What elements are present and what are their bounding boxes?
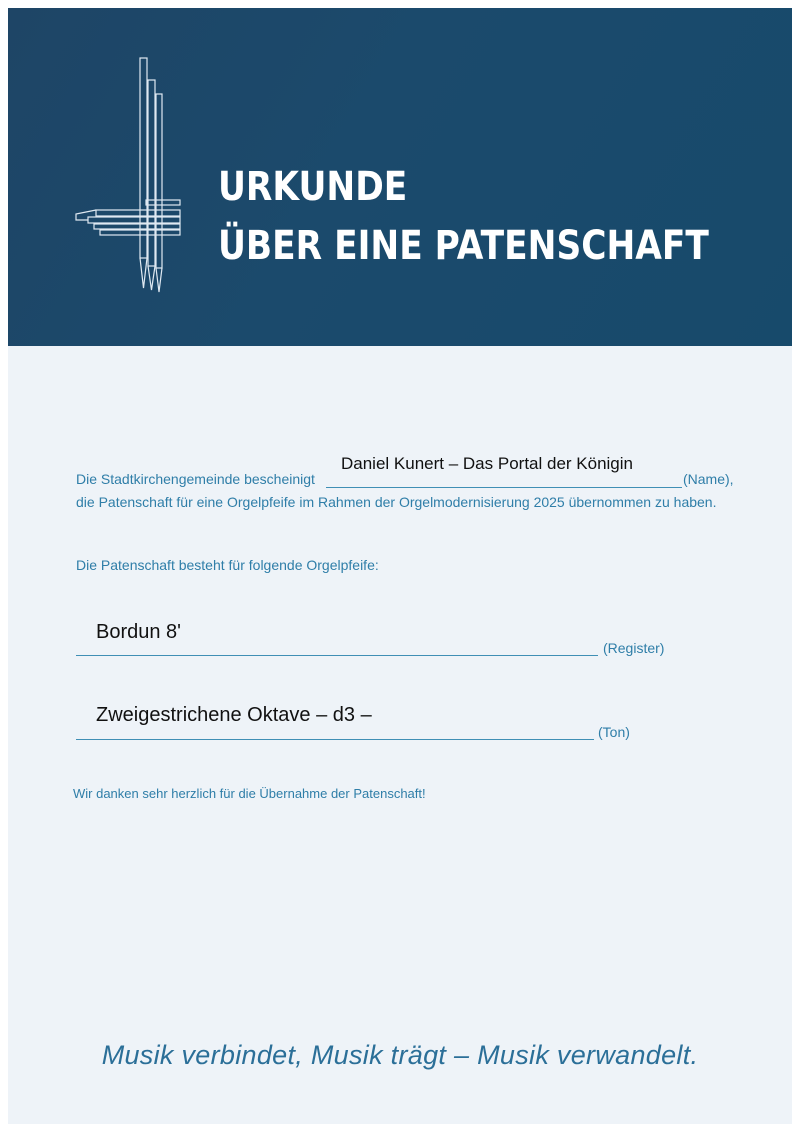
name-suffix-label: (Name), xyxy=(683,471,734,487)
tone-value: Zweigestrichene Oktave – d3 – xyxy=(96,704,372,726)
intro-text: Die Stadtkirchengemeinde bescheinigt xyxy=(76,471,315,487)
organ-pipes-icon xyxy=(66,50,186,300)
intro-line-2: die Patenschaft für eine Orgelpfeife im Rahmen der Orgelmodernisierung 2025 übernommen zu haben. xyxy=(76,494,717,510)
name-value: Daniel Kunert – Das Portal der Königin xyxy=(341,454,633,473)
register-value: Bordun 8' xyxy=(96,621,181,643)
tone-underline xyxy=(76,739,594,740)
footer-motto: Musik verbindet, Musik trägt – Musik verwandelt. xyxy=(101,1040,699,1070)
certificate-title-line1: URKUNDE xyxy=(218,164,408,210)
register-label: (Register) xyxy=(603,640,665,656)
name-underline xyxy=(326,487,682,488)
register-underline xyxy=(76,655,598,656)
tone-label: (Ton) xyxy=(598,724,630,740)
thanks-text: Wir danken sehr herzlich für die Übernahme der Patenschaft! xyxy=(73,786,426,801)
certificate-title-line2: ÜBER EINE PATENSCHAFT xyxy=(218,223,709,269)
pipe-intro-text: Die Patenschaft besteht für folgende Orgelpfeife: xyxy=(76,557,379,573)
